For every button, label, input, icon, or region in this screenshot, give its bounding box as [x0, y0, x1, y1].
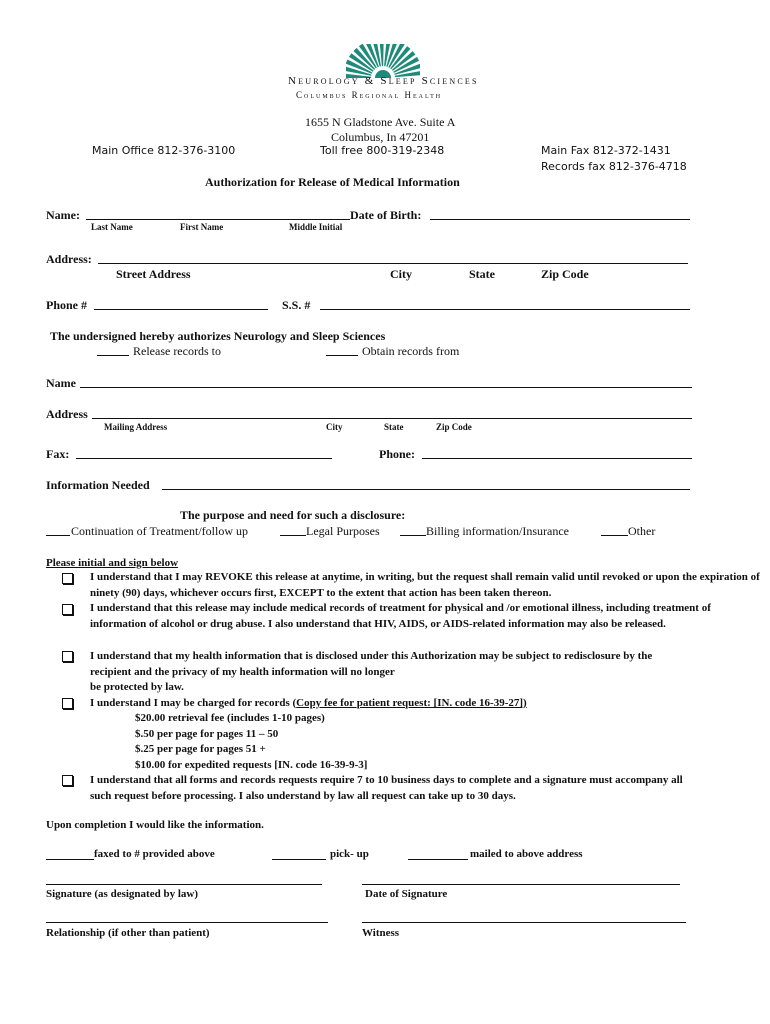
term-processing-line2: such request before processing. I also understand by law all request can take up to 30 days. — [90, 790, 516, 802]
purpose-continuation-blank[interactable] — [46, 535, 70, 536]
completion-mail-label: mailed to above address — [470, 848, 583, 860]
recipient-phone-field[interactable] — [422, 458, 692, 459]
term-records-text: I understand that this release may include medical records of treatment for physical and /or emotional illness, including treatment of information of alcohol or drug abuse. I also understand that HIV, AIDS, or AIDS-related information may also be released. — [90, 602, 711, 630]
term-redisclosure-line1: I understand that my health information that is disclosed under this Authorization may be subject to redisclosure by the — [90, 650, 653, 662]
completion-pickup-blank[interactable] — [272, 859, 326, 860]
completion-heading: Upon completion I would like the information. — [46, 819, 264, 831]
date-of-signature-field[interactable] — [362, 884, 680, 885]
form-title: Authorization for Release of Medical Information — [205, 175, 460, 189]
fee-pages-11-50: $.50 per page for pages 11 – 50 — [135, 728, 279, 740]
recipient-address-field[interactable] — [92, 418, 692, 419]
dob-field[interactable] — [430, 219, 690, 220]
term-fees-text — [90, 697, 527, 709]
fee-pages-51-plus: $.25 per page for pages 51 + — [135, 743, 266, 755]
address-label: Address: — [46, 252, 92, 266]
clinic-address-line1: 1655 N Gladstone Ave. Suite A — [305, 115, 456, 129]
term-processing-checkbox[interactable] — [62, 775, 73, 786]
term-processing-line1: I understand that all forms and records requests require 7 to 10 business days to complete and a signature must accompany all — [90, 774, 683, 786]
recipient-address-label: Address — [46, 407, 88, 421]
patient-name-field[interactable] — [86, 219, 350, 220]
term-fees-checkbox[interactable] — [62, 698, 73, 709]
term-redisclosure-line3: be protected by law. — [90, 681, 184, 693]
completion-fax-label: faxed to # provided above — [94, 848, 215, 860]
street-address-caption: Street Address — [116, 267, 191, 281]
clinic-address-line2: Columbus, In 47201 — [331, 130, 430, 144]
fee-expedited: $10.00 for expedited requests [IN. code 16-39-9-3] — [135, 759, 368, 771]
relationship-caption: Relationship (if other than patient) — [46, 927, 210, 939]
completion-pickup-label: pick- up — [330, 848, 369, 860]
records-fax: Records fax 812-376-4718 — [541, 160, 687, 173]
toll-free-phone: Toll free 800-319-2348 — [320, 144, 445, 157]
org-subname: Columbus Regional Health — [296, 90, 443, 100]
info-needed-field[interactable] — [162, 489, 690, 490]
witness-field[interactable] — [362, 922, 686, 923]
purpose-legal-label: Legal Purposes — [306, 524, 380, 538]
address-field[interactable] — [98, 263, 688, 264]
purpose-other-blank[interactable] — [601, 535, 628, 536]
term-redisclosure-line2: recipient and the privacy of my health information will no longer — [90, 666, 395, 678]
purpose-other-label: Other — [628, 524, 656, 538]
city-caption: City — [390, 267, 412, 281]
logo-sunburst-icon — [346, 44, 420, 78]
recipient-city-caption: City — [326, 422, 343, 432]
main-office-phone: Main Office 812-376-3100 — [92, 144, 236, 157]
copy-fee-code-link: Copy fee for patient request: [IN. code 16-39-27]) — [296, 697, 527, 709]
release-records-label: Release records to — [133, 344, 221, 358]
mailing-address-caption: Mailing Address — [104, 422, 168, 432]
dob-label: Date of Birth: — [350, 208, 422, 222]
recipient-state-caption: State — [384, 422, 404, 432]
term-redisclosure-checkbox[interactable] — [62, 651, 73, 662]
recipient-name-label: Name — [46, 376, 76, 390]
recipient-phone-label: Phone: — [379, 447, 415, 461]
ss-field[interactable] — [320, 309, 690, 310]
term-revoke-checkbox[interactable] — [62, 573, 73, 584]
release-records-blank[interactable] — [97, 355, 129, 356]
phone-field[interactable] — [94, 309, 268, 310]
state-caption: State — [469, 267, 495, 281]
relationship-field[interactable] — [46, 922, 328, 923]
date-of-signature-caption: Date of Signature — [365, 888, 448, 900]
fax-label: Fax: — [46, 447, 70, 461]
phone-label: Phone # — [46, 298, 88, 312]
signature-caption: Signature (as designated by law) — [46, 888, 198, 900]
purpose-billing-label: Billing information/Insurance — [426, 524, 569, 538]
purpose-continuation-label: Continuation of Treatment/follow up — [71, 524, 248, 538]
last-name-caption: Last Name — [91, 222, 133, 232]
first-name-caption: First Name — [180, 222, 224, 232]
main-fax: Main Fax 812-372-1431 — [541, 144, 671, 157]
org-name: Neurology & Sleep Sciences — [288, 75, 479, 87]
obtain-records-label: Obtain records from — [362, 344, 460, 358]
purpose-legal-blank[interactable] — [280, 535, 306, 536]
initial-sign-heading: Please initial and sign below — [46, 557, 179, 569]
term-records-checkbox[interactable] — [62, 604, 73, 615]
term-fees-prefix: I understand I may be charged for records ( — [90, 697, 297, 709]
middle-initial-caption: Middle Initial — [289, 222, 343, 232]
info-needed-label: Information Needed — [46, 478, 150, 492]
recipient-name-field[interactable] — [80, 387, 692, 388]
completion-fax-blank[interactable] — [46, 859, 94, 860]
ss-label: S.S. # — [282, 298, 311, 312]
witness-caption: Witness — [362, 927, 400, 939]
name-label: Name: — [46, 208, 80, 222]
signature-field[interactable] — [46, 884, 322, 885]
obtain-records-blank[interactable] — [326, 355, 358, 356]
fax-field[interactable] — [76, 458, 332, 459]
recipient-zip-caption: Zip Code — [436, 422, 472, 432]
purpose-billing-blank[interactable] — [400, 535, 426, 536]
term-revoke-text: I understand that I may REVOKE this release at anytime, in writing, but the request shall remain valid until revoked or upon the expiration of ninety (90) days, whichever occurs first, EXCEPT to the extent that action has been taken thereon. — [90, 571, 760, 599]
authorization-statement: The undersigned hereby authorizes Neurology and Sleep Sciences — [50, 329, 386, 343]
zip-caption: Zip Code — [541, 267, 589, 281]
purpose-heading: The purpose and need for such a disclosure: — [180, 508, 406, 522]
fee-retrieval: $20.00 retrieval fee (includes 1-10 pages) — [135, 712, 325, 724]
completion-mail-blank[interactable] — [408, 859, 468, 860]
